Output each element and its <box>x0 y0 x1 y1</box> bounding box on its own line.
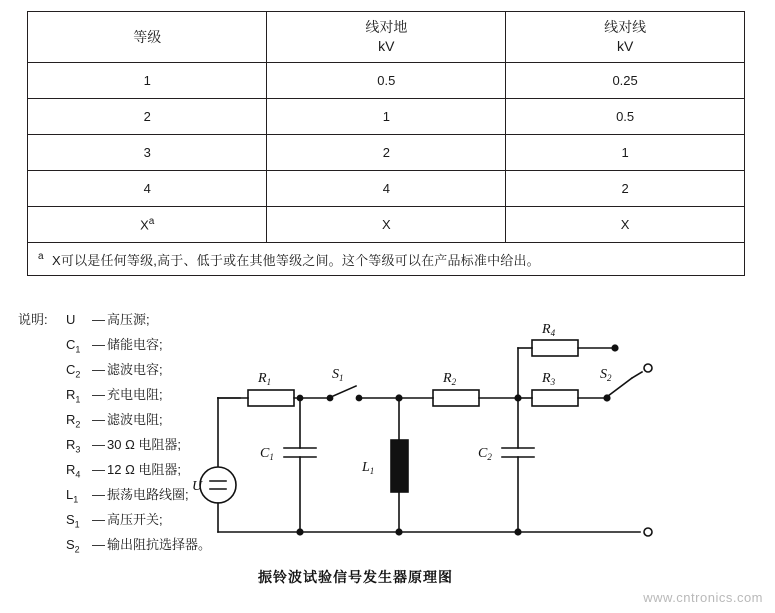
legend-dash: — <box>92 362 105 377</box>
cell-line-to-earth: 2 <box>267 135 506 171</box>
label-s1: $S_1$ <box>332 367 344 383</box>
legend-symbol-letter: R <box>66 412 76 427</box>
resistor-r4 <box>532 340 578 356</box>
legend-symbol-sub: 3 <box>75 444 81 455</box>
legend-dash: — <box>92 462 105 477</box>
watermark: www.cntronics.com <box>643 590 763 605</box>
legend-desc: 充电电阻; <box>107 387 163 402</box>
switch-s1-blade <box>331 386 356 397</box>
label-u: U <box>192 479 203 494</box>
cell-line-to-line: X <box>506 207 745 243</box>
legend-title: 说明: <box>18 312 48 327</box>
node-c1-top <box>297 395 302 400</box>
legend-desc: 高压开关; <box>107 512 163 527</box>
cell-level: 1 <box>28 63 267 99</box>
header-lte-line1: 线对地 <box>365 19 408 35</box>
legend-symbol-letter: L <box>66 487 74 502</box>
circuit-diagram <box>180 320 680 580</box>
legend-symbol-letter: R <box>66 387 76 402</box>
cell-level-superscript: a <box>148 216 155 228</box>
header-ltl-line2: kV <box>616 38 634 54</box>
table-row <box>28 135 745 171</box>
inductor-l1 <box>391 440 408 492</box>
resistor-r2 <box>433 390 479 406</box>
table-row <box>28 171 745 207</box>
legend-desc: 输出阻抗选择器。 <box>107 537 212 552</box>
label-r4: $R_4$ <box>542 322 556 338</box>
legend-symbol-sub: 4 <box>75 469 81 480</box>
cell-line-to-line: 0.25 <box>506 63 745 99</box>
node-bottom-l1 <box>396 529 402 535</box>
cell-line-to-line: 1 <box>506 135 745 171</box>
legend-dash: — <box>92 337 105 352</box>
figure-caption: 振铃波试验信号发生器原理图 <box>258 569 453 585</box>
resistor-r1 <box>248 390 294 406</box>
legend-desc: 滤波电阻; <box>107 412 163 427</box>
cell-line-to-earth: 0.5 <box>267 63 506 99</box>
label-l1: $L_1$ <box>362 460 375 476</box>
cell-line-to-line: 0.5 <box>506 99 745 135</box>
legend-dash: — <box>92 512 105 527</box>
label-r2: $R_2$ <box>443 371 457 387</box>
levels-table <box>27 11 745 276</box>
header-cell-line-to-line <box>506 12 745 63</box>
legend-symbol-letter: S <box>66 512 75 527</box>
legend-symbol-sub: 1 <box>73 494 79 505</box>
table-header-row <box>28 12 745 63</box>
legend-symbol-letter: C <box>66 362 76 377</box>
table-header <box>28 12 745 63</box>
node-bottom-c2 <box>515 529 521 535</box>
label-s2: $S_2$ <box>600 367 612 383</box>
cell-line-to-earth: 4 <box>267 171 506 207</box>
legend-symbol-sub: 2 <box>75 369 81 380</box>
footnote-text: X可以是任何等级,高于、低于或在其他等级之间。这个等级可以在产品标准中给出。 <box>52 252 540 268</box>
legend-dash: — <box>92 537 105 552</box>
legend-dash: — <box>92 387 105 402</box>
cell-level <box>28 207 267 243</box>
legend-dash: — <box>92 312 105 327</box>
legend-desc: 高压源; <box>107 312 150 327</box>
table-row <box>28 63 745 99</box>
cell-level: 3 <box>28 135 267 171</box>
legend-desc: 储能电容; <box>107 337 163 352</box>
switch-s2-blade-tip <box>632 372 642 378</box>
label-c2: $C_2$ <box>478 446 492 462</box>
switch-s2-blade <box>608 378 632 396</box>
cell-level: 2 <box>28 99 267 135</box>
legend-symbol-letter: R <box>66 437 76 452</box>
legend-symbol-letter: U <box>66 312 76 327</box>
legend-symbol-sub: 1 <box>75 344 81 355</box>
output-terminal-bottom <box>644 528 652 536</box>
table-body <box>28 63 745 276</box>
source-symbol-circle <box>200 467 236 503</box>
header-level-line1: 等级 <box>133 28 162 45</box>
cell-level-value: X <box>140 217 149 233</box>
output-terminal-top <box>644 364 652 372</box>
header-cell-level <box>28 12 267 63</box>
legend-dash: — <box>92 487 105 502</box>
cell-line-to-line: 2 <box>506 171 745 207</box>
legend-symbol-sub: 1 <box>75 394 81 405</box>
legend-dash: — <box>92 437 105 452</box>
node-bottom-c1 <box>297 529 303 535</box>
legend-dash: — <box>92 412 105 427</box>
legend-desc: 滤波电容; <box>107 362 163 377</box>
label-r3: $R_3$ <box>542 371 556 387</box>
table-row <box>28 207 745 243</box>
legend-symbol-letter: R <box>66 462 76 477</box>
cell-level: 4 <box>28 171 267 207</box>
cell-line-to-earth: X <box>267 207 506 243</box>
levels-table-container <box>27 11 745 276</box>
legend-desc: 振荡电路线圈; <box>107 487 189 502</box>
legend-desc: 12 Ω 电阻器; <box>107 462 182 477</box>
legend-symbol-sub: 2 <box>74 544 80 555</box>
label-c1: $C_1$ <box>260 446 274 462</box>
legend-symbol-letter: C <box>66 337 76 352</box>
legend-desc: 30 Ω 电阻器; <box>107 437 182 452</box>
label-r1: $R_1$ <box>258 371 272 387</box>
table-row <box>28 99 745 135</box>
resistor-r3 <box>532 390 578 406</box>
table-footnote <box>28 243 745 276</box>
table-note-row <box>28 243 745 276</box>
legend-symbol-sub: 1 <box>74 519 80 530</box>
switch-s2-upper-contact <box>612 345 618 351</box>
header-ltl-line1: 线对线 <box>604 19 647 35</box>
circuit-svg <box>180 320 680 580</box>
footnote-marker: a <box>38 251 44 263</box>
cell-line-to-earth: 1 <box>267 99 506 135</box>
legend-symbol <box>66 532 92 563</box>
legend-symbol-letter: S <box>66 537 75 552</box>
header-lte-line2: kV <box>378 38 395 54</box>
header-cell-line-to-earth <box>267 12 506 63</box>
legend-symbol-sub: 2 <box>75 419 81 430</box>
